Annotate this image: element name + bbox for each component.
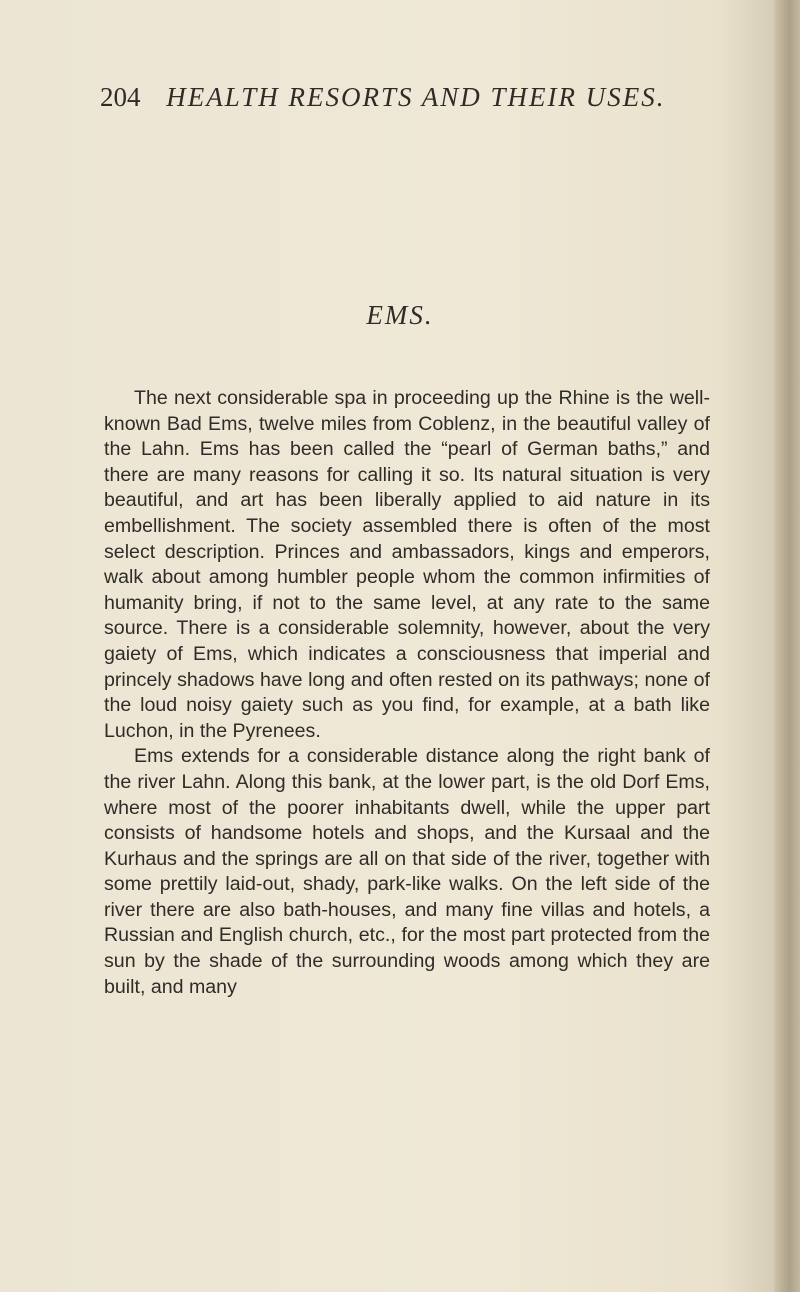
paragraph-1: The next considerable spa in proceeding up the Rhine is the well-known Bad Ems, twelve miles from Coblenz, in the beautiful valley of the Lahn. Ems has been called the “pearl of German baths,” and there are many reasons for calling it so. Its natural situation is very beautiful, and art has been liberally applied to aid nature in its embellishment. The society assembled there is often of the most select description. Princes and ambassadors, kings and emperors, walk about among humbler people whom the common infirmities of humanity bring, if not to the same level, at any rate to the same source. There is a considerable solemnity, however, about the very gaiety of Ems, which indicates a consciousness that imperial and princely shadows have long and often rested on its pathways; none of the loud noisy gaiety such as you find, for example, at a bath like Luchon, in the Pyrenees. [104, 387, 710, 742]
running-head [100, 82, 700, 122]
body-text [104, 386, 710, 1000]
page-edge-shadow [774, 0, 800, 1292]
running-title: HEALTH RESORTS AND THEIR USES. [166, 82, 666, 112]
section-title: EMS. [366, 300, 434, 330]
page-number: 204 [100, 82, 141, 112]
paragraph-2: Ems extends for a considerable distance along the right bank of the river Lahn. Along this bank, at the lower part, is the old Dorf Ems, where most of the poorer inhabitants dwell, while the upper part consists of handsome hotels and shops, and the Kursaal and the Kurhaus and the springs are all on that side of the river, together with some prettily laid-out, shady, park-like walks. On the left side of the river there are also bath-houses, and many fine villas and hotels, a Russian and English church, etc., for the most part protected from the sun by the shade of the surrounding woods among which they are built, and many [104, 745, 710, 998]
